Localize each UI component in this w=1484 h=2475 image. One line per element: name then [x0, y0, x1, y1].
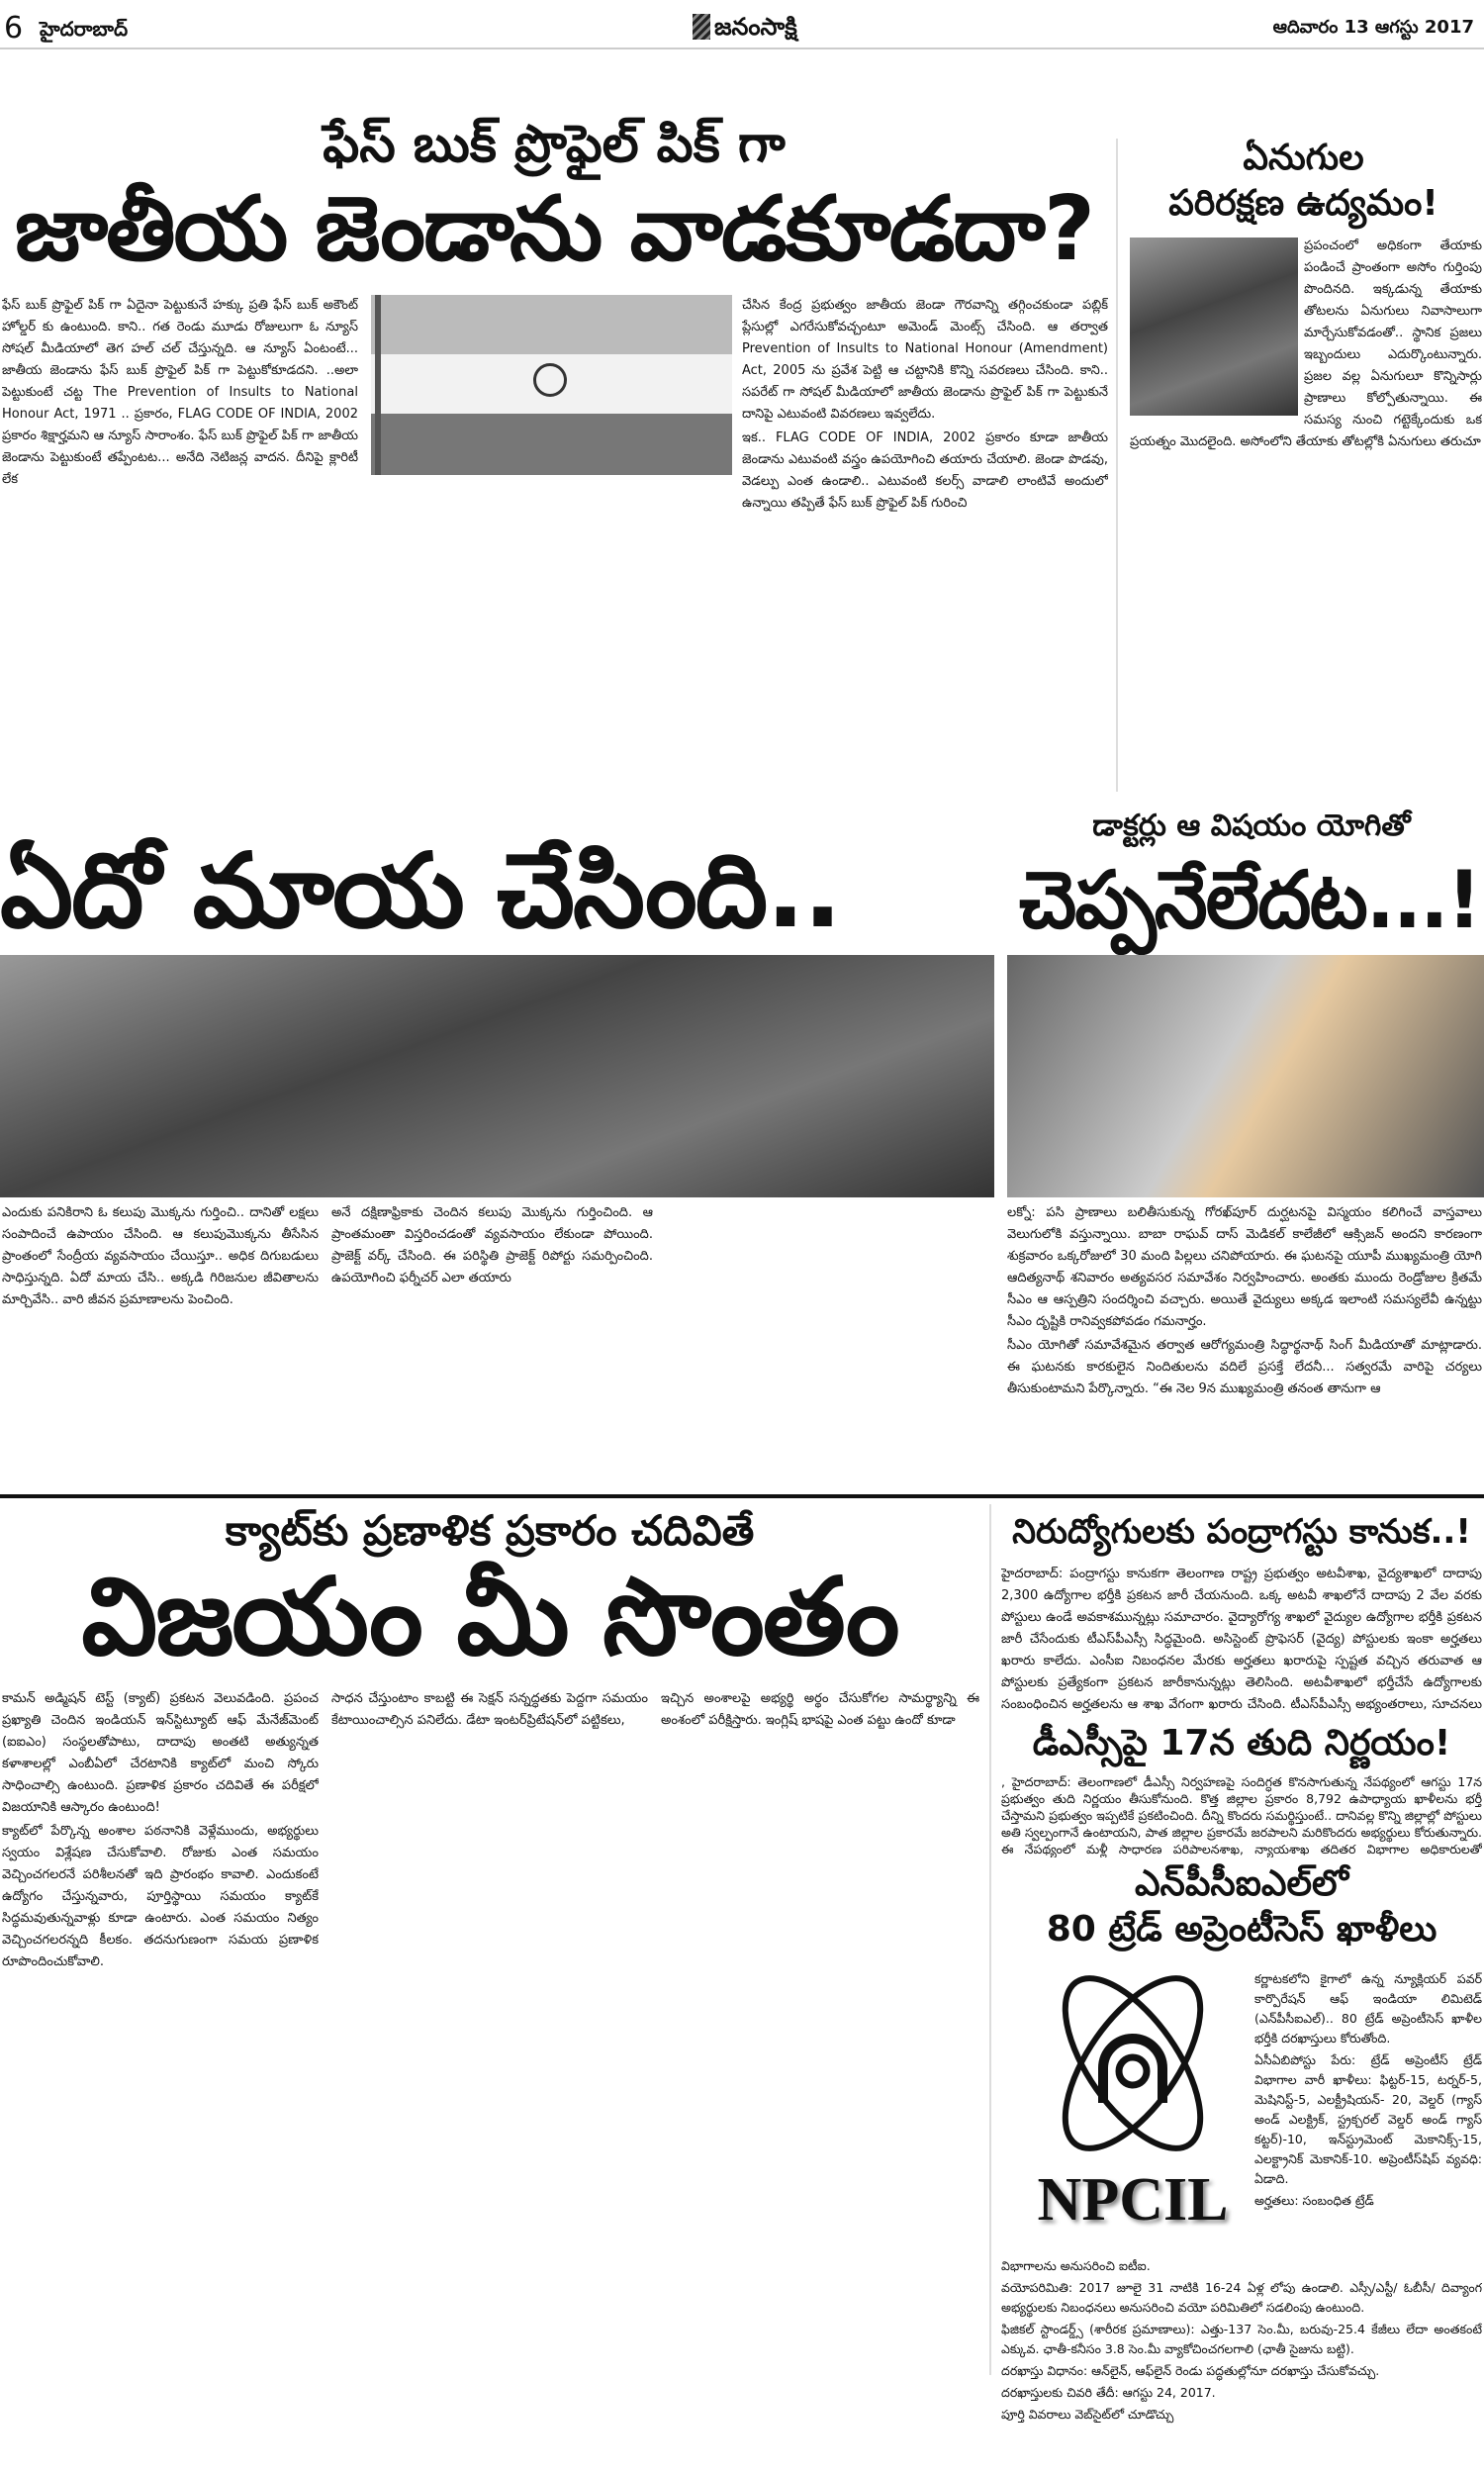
atom-icon [1019, 1964, 1247, 2162]
tribal-women-photo [0, 955, 994, 1197]
column-divider [989, 1504, 991, 2375]
flag-col1 [2, 295, 358, 797]
paragraph: హైదరాబాద్: పంద్రాగస్టు కానుకగా తెలంగాణ రాష్ట్ర ప్రభుత్వం అటవీశాఖ, వైద్యశాఖలో దాదాపు 2,300 ఉద్యోగాల భర్తీకి ప్రకటన జారీ చేయనుంది. ఒక్క అటవీ శాఖలోనే దాదాపు 2 వేల వరకు పోస్టులు ఉండే అవకాశమున్నట్లు సమాచారం. వైద్యారోగ్య శాఖలో వైద్యుల ఉద్యోగాల భర్తీకి ప్రకటన జారీ చేసేందుకు టీఎస్‌పీఎస్సీ సిద్ధమైంది. అసిస్టెంట్ ప్రొఫెసర్ (వైద్య) పోస్టులకు ఇంకా అర్హతలు ఖరారు కాలేదు. ఎంసీఐ నిబంధనల మేరకు అర్హతలు ఖరారుపై స్పష్టత వచ్చిన తరువాత ఆ పోస్టులకు ప్రత్యేకంగా ప్రకటన జారీకానున్నట్లు తెలిసింది. అటవీశాఖలో భర్తీచేసే ఉద్యోగాలకు సంబంధించిన అర్హతలను ఆ శాఖ వేగంగా ఖరారు చేసింది. టీఎస్‌పీఎస్సీ అభ్యంతరాలు, సూచనలు [1001, 1567, 1482, 1712]
paragraph: ఏసీఏబిపోస్టు పేరు: ట్రేడ్ అప్రెంటీస్ ట్రేడ్ విభాగాల వారీ ఖాళీలు: ఫిట్టర్-15, టర్నర్-5, మెషినిస్ట్-5, ఎలక్ట్రీషియన్- 20, వెల్డర్ (గ్యాస్ అండ్ ఎలక్ట్రిక్, స్ట్రక్చరల్ వెల్డర్ అండ్ గ్యాస్ కట్టర్)-10, ఇన్‌స్ట్రుమెంట్ మెకానిక్స్-15, ఎలక్ట్రానిక్ మెకానిక్-10. అప్రెంటీస్‌షిప్ వ్యవధి: ఏడాది. [1254, 2052, 1482, 2186]
yogi-kicker: డాక్టర్లు ఆ విషయం యోగితో [1092, 809, 1411, 843]
paragraph: సీఎం యోగితో సమావేశమైన తర్వాత ఆరోగ్యమంత్రి సిద్ధార్థనాథ్ సింగ్ మీడియాతో మాట్లాడారు. ఈ ఘటనకు కారకులైన నిందితులను వదిలే ప్రసక్తే లేదనీ... సత్వరమే వారిపై చర్యలు తీసుకుంటామని పేర్కొన్నారు. “ఈ నెల 9న ముఖ్యమంత్రి తనంత తానుగా ఆ [1007, 1338, 1482, 1396]
cat-col2 [331, 1688, 648, 2471]
masthead-logo [693, 14, 797, 40]
chakra-icon [533, 363, 567, 397]
masthead-text: జనంసాక్షి [714, 13, 797, 41]
cat-col1 [2, 1688, 319, 2471]
cat-headline: విజయం మీ సొంతం [81, 1556, 898, 1679]
npcil-headline-2: 80 ట్రేడ్ అప్రెంటీసెస్ ఖాళీలు [1046, 1909, 1438, 1950]
issue-date: ఆదివారం 13 ఆగస్టు 2017 [1272, 17, 1474, 38]
npcil-details [1001, 2256, 1482, 2425]
flag-kicker: ఫేస్ బుక్ ప్రొఫైల్ పిక్ గా [323, 115, 786, 174]
cat-col3 [661, 1688, 979, 2471]
detail-line: దరఖాస్తులకు చివరి తేదీ: ఆగస్టు 24, 2017. [1001, 2385, 1216, 2400]
paragraph: ఎందుకు పనికిరాని ఓ కలుపు మొక్కను గుర్తించి.. దానితో లక్షలు సంపాదించే ఉపాయం చేసింది. ఆ కలుపుమొక్కను తీసేసిన ప్రాంతంలో సేంద్రీయ వ్యవసాయం చేయిస్తూ.. అధిక దిగుబడులు సాధిస్తున్నది. ఏదో మాయ చేసి.. అక్కడి గిరిజనుల జీవితాలను మార్చివేసి.. వారి జీవన ప్రమాణాలను పెంచింది. [2, 1205, 319, 1307]
detail-line: దరఖాస్తు విధానం: ఆన్‌లైన్, ఆఫ్‌లైన్ రెండు పద్ధతుల్లోనూ దరఖాస్తు చేసుకోవచ్చు. [1001, 2363, 1380, 2378]
paragraph: చేసిన కేంద్ర ప్రభుత్వం జాతీయ జెండా గౌరవాన్ని తగ్గించకుండా పబ్లిక్ ప్లేసుల్లో ఎగరేసుకోవచ్చంటూ అమెండ్ మెంట్స్ చేసింది. ఆ తర్వాత Prevention of Insults to National Honour (Amendment) Act, 2005 ను ప్రవేశ పెట్టి ఆ చట్టానికి కొన్ని సవరణలు చేసింది. కాని.. సపరేట్ గా సోషల్ మీడియాలో జాతీయ జెండాను ప్రొఫైల్ పిక్ గా పెట్టుకునే దానిపై ఎటువంటి వివరణలు ఇవ్వలేదు. [742, 298, 1108, 422]
flag-headline: జాతీయ జెండాను వాడకూడదా? [14, 177, 1094, 281]
npcil-logo-text: NPCIL [1037, 2166, 1229, 2234]
elephant-title-1: ఏనుగుల [1243, 138, 1364, 178]
section-rule [0, 1494, 1484, 1498]
dsc-headline: డీఎస్సీపై 17న తుది నిర్ణయం! [1032, 1723, 1451, 1763]
yogi-photo [1007, 955, 1484, 1197]
npcil-headline-1: ఎన్‌పీసీఐఎల్‌లో [1134, 1863, 1349, 1904]
magic-col3 [665, 1202, 991, 1485]
paragraph: అనే దక్షిణాఫ్రికాకు చెందిన కలుపు మొక్కను గుర్తించింది. ఆ ప్రాంతమంతా విస్తరించడంతో వ్యవసాయం లేకుండా పోయింది. ప్రాజెక్ట్ వర్క్ చేసింది. ఈ పరిస్థితి ప్రాజెక్ట్ రిపోర్టు సమర్పించింది. ఉపయోగించి ఫర్నీచర్ ఎలా తయారు [331, 1205, 653, 1285]
cat-kicker: క్యాట్‌కు ప్రణాళిక ప్రకారం చదివితే [225, 1506, 755, 1555]
paragraph: లక్నో: పసి ప్రాణాలు బలితీసుకున్న గోరఖ్‌పూర్ దుర్ఘటనపై విస్మయం కలిగించే వాస్తవాలు వెలుగులోకి వస్తున్నాయి. బాబా రాఘవ్ దాస్ మెడికల్ కాలేజీలో ఆక్సిజన్ అందని కారణంగా శుక్రవారం ఒక్కరోజులో 30 మంది పిల్లలు చనిపోయారు. ఈ ఘటనపై యూపీ ముఖ్యమంత్రి యోగి ఆదిత్యనాథ్ శనివారం అత్యవసర సమావేశం నిర్వహించారు. అంతకు ముందు రెండ్రోజుల క్రితమే సీఎం ఆ ఆస్పత్రిని సందర్శించి వచ్చారు. అయితే వైద్యులు అక్కడ ఇలాంటి సమస్యలేవీ ఉన్నట్టు సీఎం దృష్టికి రానివ్వకపోవడం గమనార్హం. [1007, 1205, 1482, 1329]
paragraph: ఇచ్చిన అంశాలపై అభ్యర్థి అర్థం చేసుకోగల సామర్థ్యాన్ని ఈ అంశంలో పరీక్షిస్తారు. ఇంగ్లిష్ భాషపై ఎంత పట్టు ఉందో కూడా [661, 1691, 979, 1728]
paragraph: ఫేస్ బుక్ ప్రొఫైల్ పిక్ గా ఏదైనా పెట్టుకునే హక్కు ప్రతి ఫేస్ బుక్ అకౌంట్ హోల్డర్ కు ఉంటుంది. కాని.. గత రెండు మూడు రోజులుగా ఓ న్యూస్ సోషల్ మీడియాలో తెగ హల్ చల్ చేస్తున్నది. ఆ న్యూస్ ఏంటంటే... జాతీయ జెండాను ఫేస్ బుక్ ప్రొఫైల్ పిక్ గా పెట్టుకోకూడదని. ..అలా పెట్టుకుంటే చట్ట The Prevention of Insults to National Honour Act, 1971 .. ప్రకారం, FLAG CODE OF INDIA, 2002 ప్రకారం శిక్షార్హమని ఆ న్యూస్ సారాంశం. ఫేస్ బుక్ ప్రొఫైల్ పిక్ గా జాతీయ జెండాను పెట్టుకుంటే తప్పేంటట... అనేది నెటిజన్ల వాదన. దీనిపై క్లారిటీ లేక [2, 298, 358, 487]
flag-col2 [371, 485, 732, 797]
logo-icon [693, 14, 710, 40]
yogi-headline: చెప్పనేలేదట...! [1019, 854, 1480, 946]
paragraph: కామన్ అడ్మిషన్ టెస్ట్ (క్యాట్) ప్రకటన వెలువడింది. ప్రపంచ ప్రఖ్యాతి చెందిన ఇండియన్ ఇన్‌స్టిట్యూట్ ఆఫ్ మేనేజ్‌మెంట్ (ఐఐఎం) సంస్థలతోపాటు, దాదాపు అంతటి అత్యున్నత కళాశాలల్లో ఎంబీఏలో చేరటానికి క్యాట్‌లో మంచి స్కోరు సాధించాల్సి ఉంటుంది. ప్రణాళిక ప్రకారం చదివితే ఈ పరీక్షలో విజయానికి ఆస్కారం ఉంటుంది! [2, 1691, 319, 1815]
yogi-text [1007, 1202, 1482, 1485]
npcil-logo [1019, 1964, 1247, 2251]
detail-line: ఫిజికల్ స్టాండర్డ్స్ (శారీరక ప్రమాణాలు): ఎత్తు-137 సెం.మీ, బరువు-25.4 కేజీలు లేదా అంతకంటే ఎక్కువ. ఛాతీ-కనీసం 3.8 సెం.మీ వ్యాకోచించగలగాలి (ఛాతీ సైజును బట్టి). [1001, 2322, 1482, 2356]
npcil-side-text [1254, 1969, 1482, 2246]
paragraph: అర్హతలు: సంబంధిత ట్రేడ్ [1254, 2193, 1374, 2208]
elephant-text [1130, 236, 1482, 797]
paragraph: సాధన చేస్తుంటాం కాబట్టి ఈ సెక్షన్ సన్నద్ధతకు పెద్దగా సమయం కేటాయించాల్సిన పనిలేదు. డేటా ఇంటర్‌ప్రిటేషన్‌లో పట్టికలు, [331, 1691, 648, 1728]
paragraph: , హైదరాబాద్: తెలంగాణలో డీఎస్సీ నిర్వహణపై సందిగ్ధత కొనసాగుతున్న నేపథ్యంలో ఆగస్టు 17న ప్రభుత్వం తుది నిర్ణయం తీసుకోనుంది. కొత్త జిల్లాల ప్రకారం 8,792 ఉపాధ్యాయ ఖాళీలను భర్తీ చేస్తామని ప్రభుత్వం ఇప్పటికే ప్రకటించింది. దీన్ని కొందరు సమర్థిస్తుంటే.. దానివల్ల కొన్ని జిల్లాల్లో పోస్టులు అతి స్వల్పంగానే ఉంటాయని, పాత జిల్లాల ప్రకారమే జరపాలని మరికొందరు అభ్యర్థులు కోరుతున్నారు. ఈ నేపథ్యంలో మళ్లీ సాధారణ పరిపాలనశాఖ, న్యాయశాఖ తదితర విభాగాల అధికారులతో [1001, 1774, 1482, 1856]
paragraph: క్యాట్‌లో పేర్కొన్న అంశాల పఠనానికి వెళ్లేముందు, అభ్యర్థులు స్వయం విశ్లేషణ చేసుకోవాలి. రోజుకు ఎంత సమయం వెచ్చించగలరనే పరిశీలనతో ఇది ప్రారంభం కావాలి. ఎందుకంటే ఉద్యోగం చేస్తున్నవారు, పూర్తిస్థాయి సమయం క్యాట్‌కే సిద్ధమవుతున్నవాళ్లు కూడా ఉంటారు. ఎంత సమయం నిత్యం వెచ్చించగలరన్నది కీలకం. తదనుగుణంగా సమయ ప్రణాళిక రూపొందించుకోవాలి. [2, 1824, 319, 1969]
magic-col2 [331, 1202, 653, 1485]
jobs-text [1001, 1564, 1482, 1716]
paragraph: ప్రపంచంలో అధికంగా తేయాకు పండించే ప్రాంతంగా అసోం గుర్తింపు పొందినది. ఇక్కడున్న తేయాకు తోటలను ఏనుగులు నివాసాలుగా మార్చేసుకోవడంతో.. స్థానిక ప్రజలు ఇబ్బందులు ఎదుర్కొంటున్నారు. ప్రజల వల్ల ఏనుగులూ కొన్నిసార్లు ప్రాణాలు కోల్పోతున్నాయి. ఈ సమస్య నుంచి గట్టెక్కేందుకు ఒక ప్రయత్నం మొదలైంది. అసోంలోని తేయాకు తోటల్లోకి ఏనుగులు తరుచూ [1130, 238, 1482, 449]
edition-city: హైదరాబాద్ [40, 17, 129, 41]
paragraph: కర్ణాటకలోని కైగాలో ఉన్న న్యూక్లియర్ పవర్ కార్పొరేషన్ ఆఫ్ ఇండియా లిమిటెడ్ (ఎన్‌పీసీఐఎల్).. 80 ట్రేడ్ అప్రెంటీసెస్ ఖాళీల భర్తీకి దరఖాస్తులు కోరుతోంది. [1254, 1971, 1482, 2046]
jobs-headline: నిరుద్యోగులకు పంద్రాగస్టు కానుక..! [1012, 1512, 1471, 1552]
magic-col1 [2, 1202, 319, 1485]
detail-line: వయోపరిమితి: 2017 జూలై 31 నాటికి 16-24 ఏళ్ల లోపు ఉండాలి. ఎస్సీ/ఎస్టీ/ ఓబీసీ/ దివ్యాంగ అభ్యర్థులకు నిబంధనలు అనుసరించి వయో పరిమితిలో సడలింపు ఉంటుంది. [1001, 2280, 1482, 2315]
page-number: 6 [4, 11, 24, 46]
flag-photo [371, 295, 732, 475]
detail-line: పూర్తి వివరాలు వెబ్‌సైట్‌లో చూడొచ్చు [1001, 2407, 1174, 2422]
dsc-text [1001, 1773, 1482, 1857]
flag-col3 [742, 295, 1108, 797]
detail-line: విభాగాలను అనుసరించి ఐటీఐ. [1001, 2258, 1151, 2273]
page-header [0, 8, 1484, 49]
column-divider [1116, 139, 1118, 792]
paragraph: ఇక.. FLAG CODE OF INDIA, 2002 ప్రకారం కూడా జాతీయ జెండాను ఎటువంటి వస్త్రం ఉపయోగించి తయారు చేయాలి. జెండా పొడవు, వెడల్పు ఎంత ఉండాలి.. ఎటువంటి కలర్స్ వాడాలి లాంటివే అందులో ఉన్నాయి తప్పితే ఫేస్ బుక్ ప్రొఫైల్ పిక్ గురించి [742, 430, 1108, 511]
magic-headline: ఏదో మాయ చేసింది.. [0, 830, 841, 951]
elephant-title-2: పరిరక్షణ ఉద్యమం! [1168, 183, 1438, 224]
